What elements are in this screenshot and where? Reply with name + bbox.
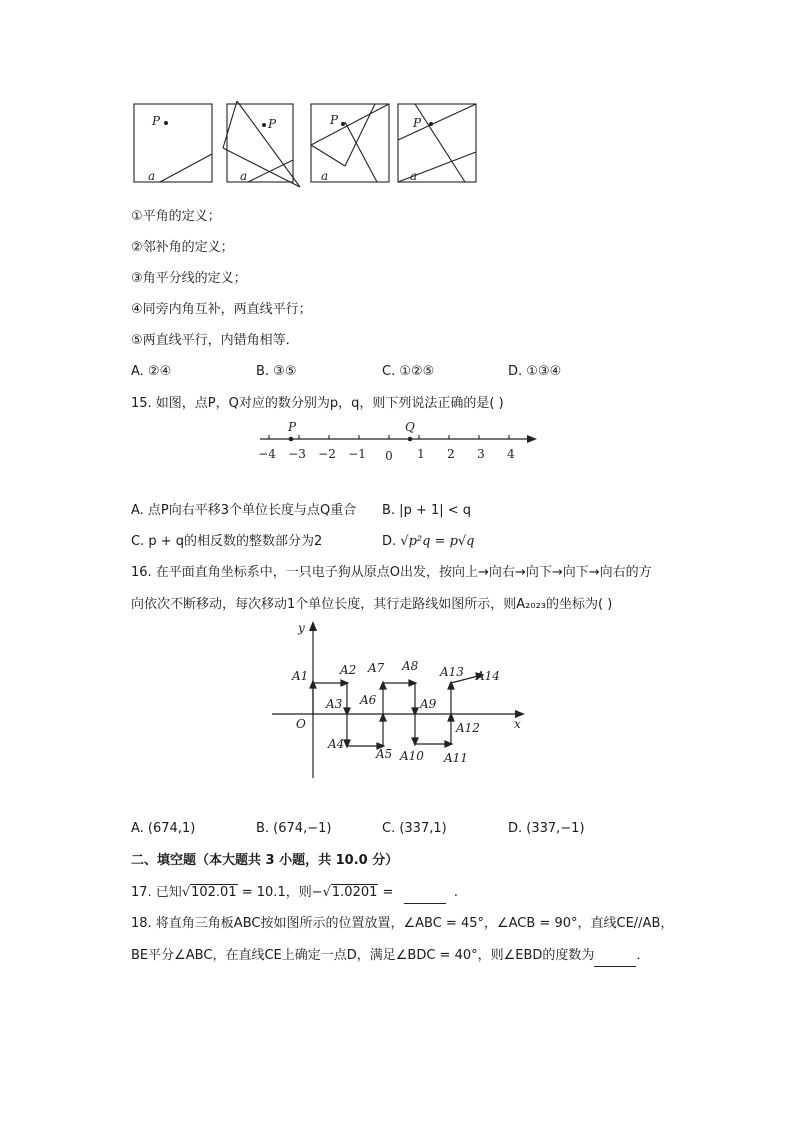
q15-number-line — [255, 418, 545, 464]
q16-option-c[interactable]: C. (337,1) — [382, 821, 447, 836]
q15-option-d-expr: √p²q = p√q — [400, 534, 475, 549]
tick-label: 3 — [477, 447, 485, 461]
q17-radicand2: 1.0201 — [331, 885, 378, 900]
point-a5-label: A5 — [376, 747, 393, 761]
point-a7-label: A7 — [368, 661, 385, 675]
q16-path-graph — [268, 618, 530, 784]
origin-label: O — [296, 717, 306, 731]
point-a2-label: A2 — [340, 663, 357, 677]
definition-5: ⑤两直线平行，内错角相等． — [131, 333, 299, 348]
q15-option-d[interactable] — [382, 532, 475, 552]
point-a12-label: A12 — [456, 721, 480, 735]
q18-stem-line2 — [131, 946, 649, 967]
point-a8-label: A8 — [402, 659, 419, 673]
sqrt-sign: √ — [322, 885, 331, 900]
q15-option-a[interactable]: A. 点P向右平移3个单位长度与点Q重合 — [131, 503, 357, 518]
point-q-label: Q — [405, 420, 415, 434]
section-heading: 二、填空题（本大题共 3 小题，共 10.0 分） — [131, 853, 399, 868]
point-a1-label: A1 — [292, 669, 309, 683]
fig3-a-label: a — [321, 169, 329, 183]
q17-prefix: 17. 已知 — [131, 885, 182, 900]
q17-stem — [131, 883, 458, 904]
x-axis-label: x — [514, 717, 521, 731]
fig4-a-label: a — [410, 169, 418, 183]
point-a10-label: A10 — [400, 749, 424, 763]
q16-option-d[interactable]: D. (337,−1) — [508, 821, 585, 836]
point-a13-label: A13 — [440, 665, 464, 679]
q17-period: . — [445, 885, 458, 900]
q17-answer-blank[interactable] — [404, 883, 446, 904]
definition-1: ①平角的定义； — [131, 209, 221, 224]
q18-stem-line1: 18. 将直角三角板ABC按如图所示的位置放置，∠ABC = 45°，∠ACB = 90°，直线CE//AB， — [131, 916, 674, 931]
q16-option-b[interactable]: B. (674,−1) — [256, 821, 332, 836]
q14-option-b[interactable]: B. ③⑤ — [256, 364, 297, 379]
point-a6-label: A6 — [360, 693, 377, 707]
fig2-a-label: a — [240, 169, 248, 183]
q14-option-c[interactable]: C. ①②⑤ — [382, 364, 435, 379]
fig1-p-label: P — [152, 114, 161, 128]
point-a14-label: A14 — [476, 669, 500, 683]
tick-label: 4 — [507, 447, 515, 461]
fig2-p-label: P — [268, 117, 277, 131]
fig4-p-label: P — [413, 116, 422, 130]
q15-option-d-prefix: D. — [382, 534, 401, 549]
square-figures — [130, 100, 482, 192]
definition-3: ③角平分线的定义； — [131, 271, 247, 286]
q14-option-a[interactable]: A. ②④ — [131, 364, 172, 379]
q16-stem-line2: 向依次不断移动，每次移动1个单位长度，其行走路线如图所示，则A₂₀₂₃的坐标为( ) — [131, 597, 613, 612]
point-a11-label: A11 — [444, 751, 468, 765]
q15-option-b[interactable]: B. |p + 1| < q — [382, 503, 472, 518]
y-axis-label: y — [298, 621, 305, 635]
definition-2: ②邻补角的定义； — [131, 240, 234, 255]
q14-option-d[interactable]: D. ①③④ — [508, 364, 562, 379]
definition-4: ④同旁内角互补，两直线平行； — [131, 302, 312, 317]
tick-label: −2 — [318, 447, 336, 461]
q16-option-a[interactable]: A. (674,1) — [131, 821, 196, 836]
q17-radicand1: 102.01 — [191, 885, 237, 900]
q18-answer-blank[interactable] — [594, 946, 636, 967]
tick-label: −1 — [348, 447, 366, 461]
point-a4-label: A4 — [328, 737, 345, 751]
tick-label: 0 — [385, 449, 393, 463]
tick-label: −4 — [258, 447, 276, 461]
sqrt-sign: √ — [181, 885, 191, 900]
tick-label: −3 — [288, 447, 306, 461]
q16-stem-line1: 16. 在平面直角坐标系中，一只电子狗从原点O出发，按向上→向右→向下→向下→向右的方 — [131, 565, 652, 580]
q18-line2-text: BE平分∠ABC，在直线CE上确定一点D，满足∠BDC = 40°，则∠EBD的度数为 — [131, 948, 595, 963]
q18-period: ． — [636, 948, 650, 963]
q17-mid: = 10.1，则− — [237, 885, 323, 900]
fig1-a-label: a — [148, 169, 156, 183]
point-a9-label: A9 — [420, 697, 437, 711]
fig3-p-label: P — [330, 113, 339, 127]
point-p-label: P — [288, 420, 297, 434]
q17-suffix: = — [378, 885, 398, 900]
q15-stem: 15. 如图，点P，Q对应的数分别为p，q，则下列说法正确的是( ) — [131, 396, 504, 411]
point-a3-label: A3 — [326, 697, 343, 711]
q15-option-c[interactable]: C. p + q的相反数的整数部分为2 — [131, 534, 323, 549]
tick-label: 1 — [417, 447, 425, 461]
tick-label: 2 — [447, 447, 455, 461]
